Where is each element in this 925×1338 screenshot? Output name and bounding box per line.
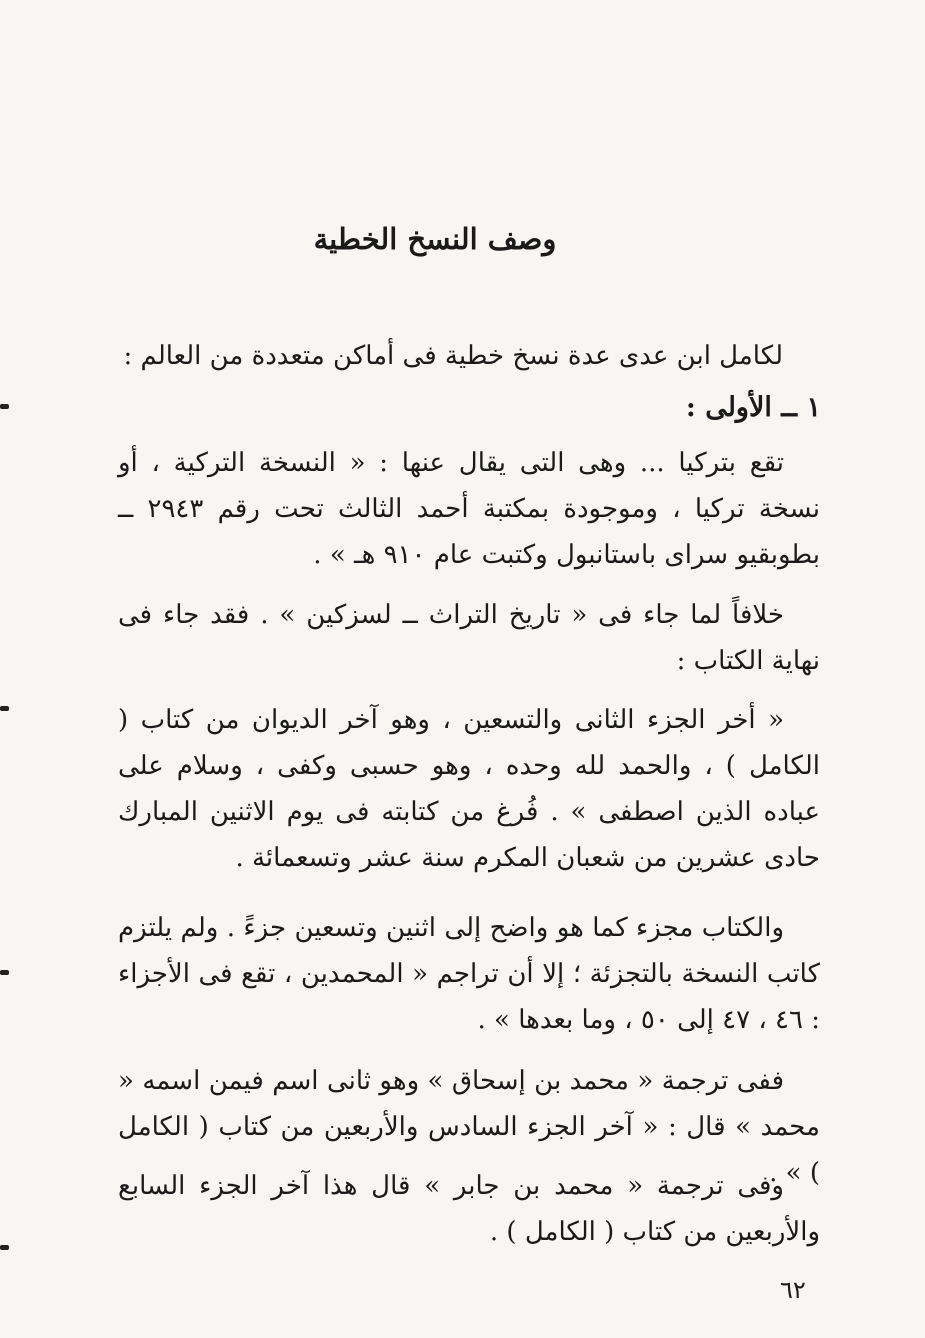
paragraph-ibn-jabir: وفى ترجمة « محمد بن جابر » قال هذا آخر الجزء السابع والأربعين من كتاب ( الكامل ) . xyxy=(118,1171,820,1247)
page-number: ٦٢ xyxy=(780,1276,806,1304)
margin-mark xyxy=(0,404,9,409)
intro-paragraph: لكامل ابن عدى عدة نسخ خطية فى أماكن متعددة من العالم : xyxy=(123,341,783,371)
paragraph-ibn-ishaq: ففى ترجمة « محمد بن إسحاق » وهو ثانى اسم فيمن اسمه « محمد » قال : « آخر الجزء السادس والأربعين من كتاب ( الكامل ) » . xyxy=(118,1066,820,1188)
page-title: وصف النسخ الخطية xyxy=(313,222,557,256)
paragraph-colophon-quote: « أخر الجزء الثانى والتسعين ، وهو آخر الديوان من كتاب ( الكامل ) ، والحمد لله وحده ، وهو حسبى وكفى ، وسلام على عباده الذين اصطفى » . فُرغ من كتابته فى يوم الاثنين المبارك حادى عشرين من شعبان المكرم سنة عشر وتسعمائة . xyxy=(118,705,820,873)
section-heading: ١ ــ الأولى : xyxy=(685,392,821,423)
paragraph-contrary: خلافاً لما جاء فى « تاريخ التراث ــ لسزكين » . فقد جاء فى نهاية الكتاب : xyxy=(118,600,820,676)
margin-mark xyxy=(0,706,9,711)
paragraph-location: تقع بتركيا ... وهى التى يقال عنها : « النسخة التركية ، أو نسخة تركيا ، وموجودة بمكتبة أحمد الثالث تحت رقم ٢٩٤٣ ــ بطوبقيو سراى باستانبول وكتبت عام ٩١٠ هـ » . xyxy=(118,448,820,570)
margin-mark xyxy=(0,970,9,975)
margin-mark xyxy=(0,1245,9,1250)
paragraph-division: والكتاب مجزء كما هو واضح إلى اثنين وتسعين جزءً . ولم يلتزم كاتب النسخة بالتجزئة ؛ إلا أن تراجم « المحمدين ، تقع فى الأجزاء : ٤٦ ، ٤٧ إلى ٥٠ ، وما بعدها » . xyxy=(118,913,820,1035)
